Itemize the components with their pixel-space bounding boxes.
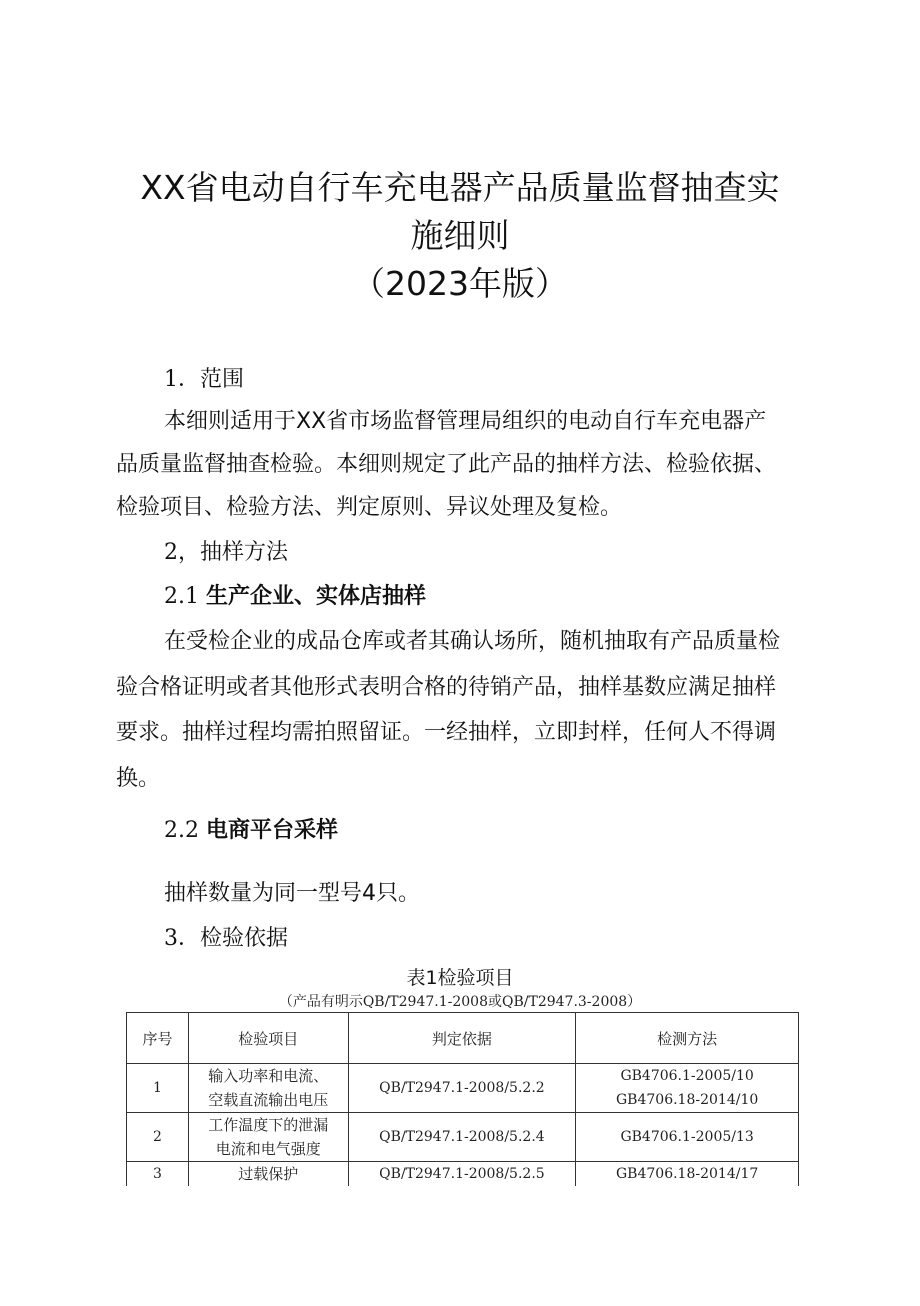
header-method: 检测方法: [576, 1013, 799, 1064]
cell-item: 过载保护: [188, 1162, 348, 1191]
cell-basis: QB/T2947.1-2008/5.2.2: [348, 1064, 576, 1113]
cell-method: [576, 1064, 799, 1113]
cell-method-line: GB4706.1-2005/10: [620, 1068, 754, 1084]
inspection-items-table: [126, 1012, 799, 1191]
section2-title: 抽样方法: [200, 540, 289, 565]
subsection-2-2-title: 电商平台采样: [206, 818, 339, 843]
header-no: 序号: [127, 1013, 189, 1064]
cell-no: 3: [127, 1162, 189, 1191]
cell-no: 2: [127, 1113, 189, 1162]
doc-title-line1: XX省电动自行车充电器产品质量监督抽查实: [140, 168, 780, 207]
cell-method: GB4706.18-2014/17: [576, 1162, 799, 1191]
table-row: [127, 1113, 799, 1162]
table-row: [127, 1064, 799, 1113]
table-subcaption: （产品有明示QB/T2947.1-2008或QB/T2947.3-2008）: [278, 994, 642, 1010]
cell-item: [188, 1113, 348, 1162]
cell-method-line: GB4706.18-2014/10: [616, 1092, 759, 1108]
doc-title-line2: 施细则: [410, 216, 510, 255]
section2-number: 2，: [164, 540, 200, 565]
header-basis: 判定依据: [348, 1013, 576, 1064]
cell-item-line: 电流和电气强度: [215, 1140, 321, 1158]
section2-heading: [164, 535, 288, 566]
cell-no: 1: [127, 1064, 189, 1113]
table-caption: 表1检验项目: [406, 967, 514, 989]
section1-para-line: 品质量监督抽查检验。本细则规定了此产品的抽样方法、检验依据、: [116, 452, 777, 477]
section1-heading: [164, 362, 244, 393]
subsection-2-1-line: 在受检企业的成品仓库或者其确认场所，随机抽取有产品质量检: [164, 629, 781, 654]
cell-method: GB4706.1-2005/13: [576, 1113, 799, 1162]
section1-number: 1．: [164, 367, 200, 392]
page-crop-mask: [0, 1186, 920, 1306]
section1-title: 范围: [200, 367, 245, 392]
subsection-2-1-heading: [164, 579, 426, 610]
subsection-2-2-line: 抽样数量为同一型号4只。: [164, 881, 420, 906]
subsection-2-1-number: 2.1: [164, 584, 199, 609]
subsection-2-1-line: 要求。抽样过程均需拍照留证。一经抽样，立即封样，任何人不得调: [116, 720, 777, 745]
subsection-2-2-number: 2.2: [164, 818, 199, 843]
subsection-2-2-heading: [164, 813, 338, 844]
cell-item-line: 空载直流输出电压: [208, 1091, 329, 1109]
table-header-row: [127, 1013, 799, 1064]
subsection-2-1-line: 换。: [116, 766, 161, 791]
cell-item-line: 工作温度下的泄漏: [208, 1116, 329, 1134]
doc-title-edition: （2023年版）: [352, 264, 568, 303]
header-item: 检验项目: [188, 1013, 348, 1064]
cell-basis: QB/T2947.1-2008/5.2.5: [348, 1162, 576, 1191]
section1-para-line: 检验项目、检验方法、判定原则、异议处理及复检。: [116, 495, 623, 520]
section3-title: 检验依据: [200, 926, 289, 951]
section3-heading: [164, 921, 288, 952]
subsection-2-1-title: 生产企业、实体店抽样: [206, 584, 427, 609]
cell-basis: QB/T2947.1-2008/5.2.4: [348, 1113, 576, 1162]
section3-number: 3．: [164, 926, 200, 951]
subsection-2-1-line: 验合格证明或者其他形式表明合格的待销产品，抽样基数应满足抽样: [116, 675, 777, 700]
cell-item: [188, 1064, 348, 1113]
section1-para-line: 本细则适用于XX省市场监督管理局组织的电动自行车充电器产: [164, 409, 767, 434]
cell-item-line: 输入功率和电流、: [208, 1067, 329, 1085]
